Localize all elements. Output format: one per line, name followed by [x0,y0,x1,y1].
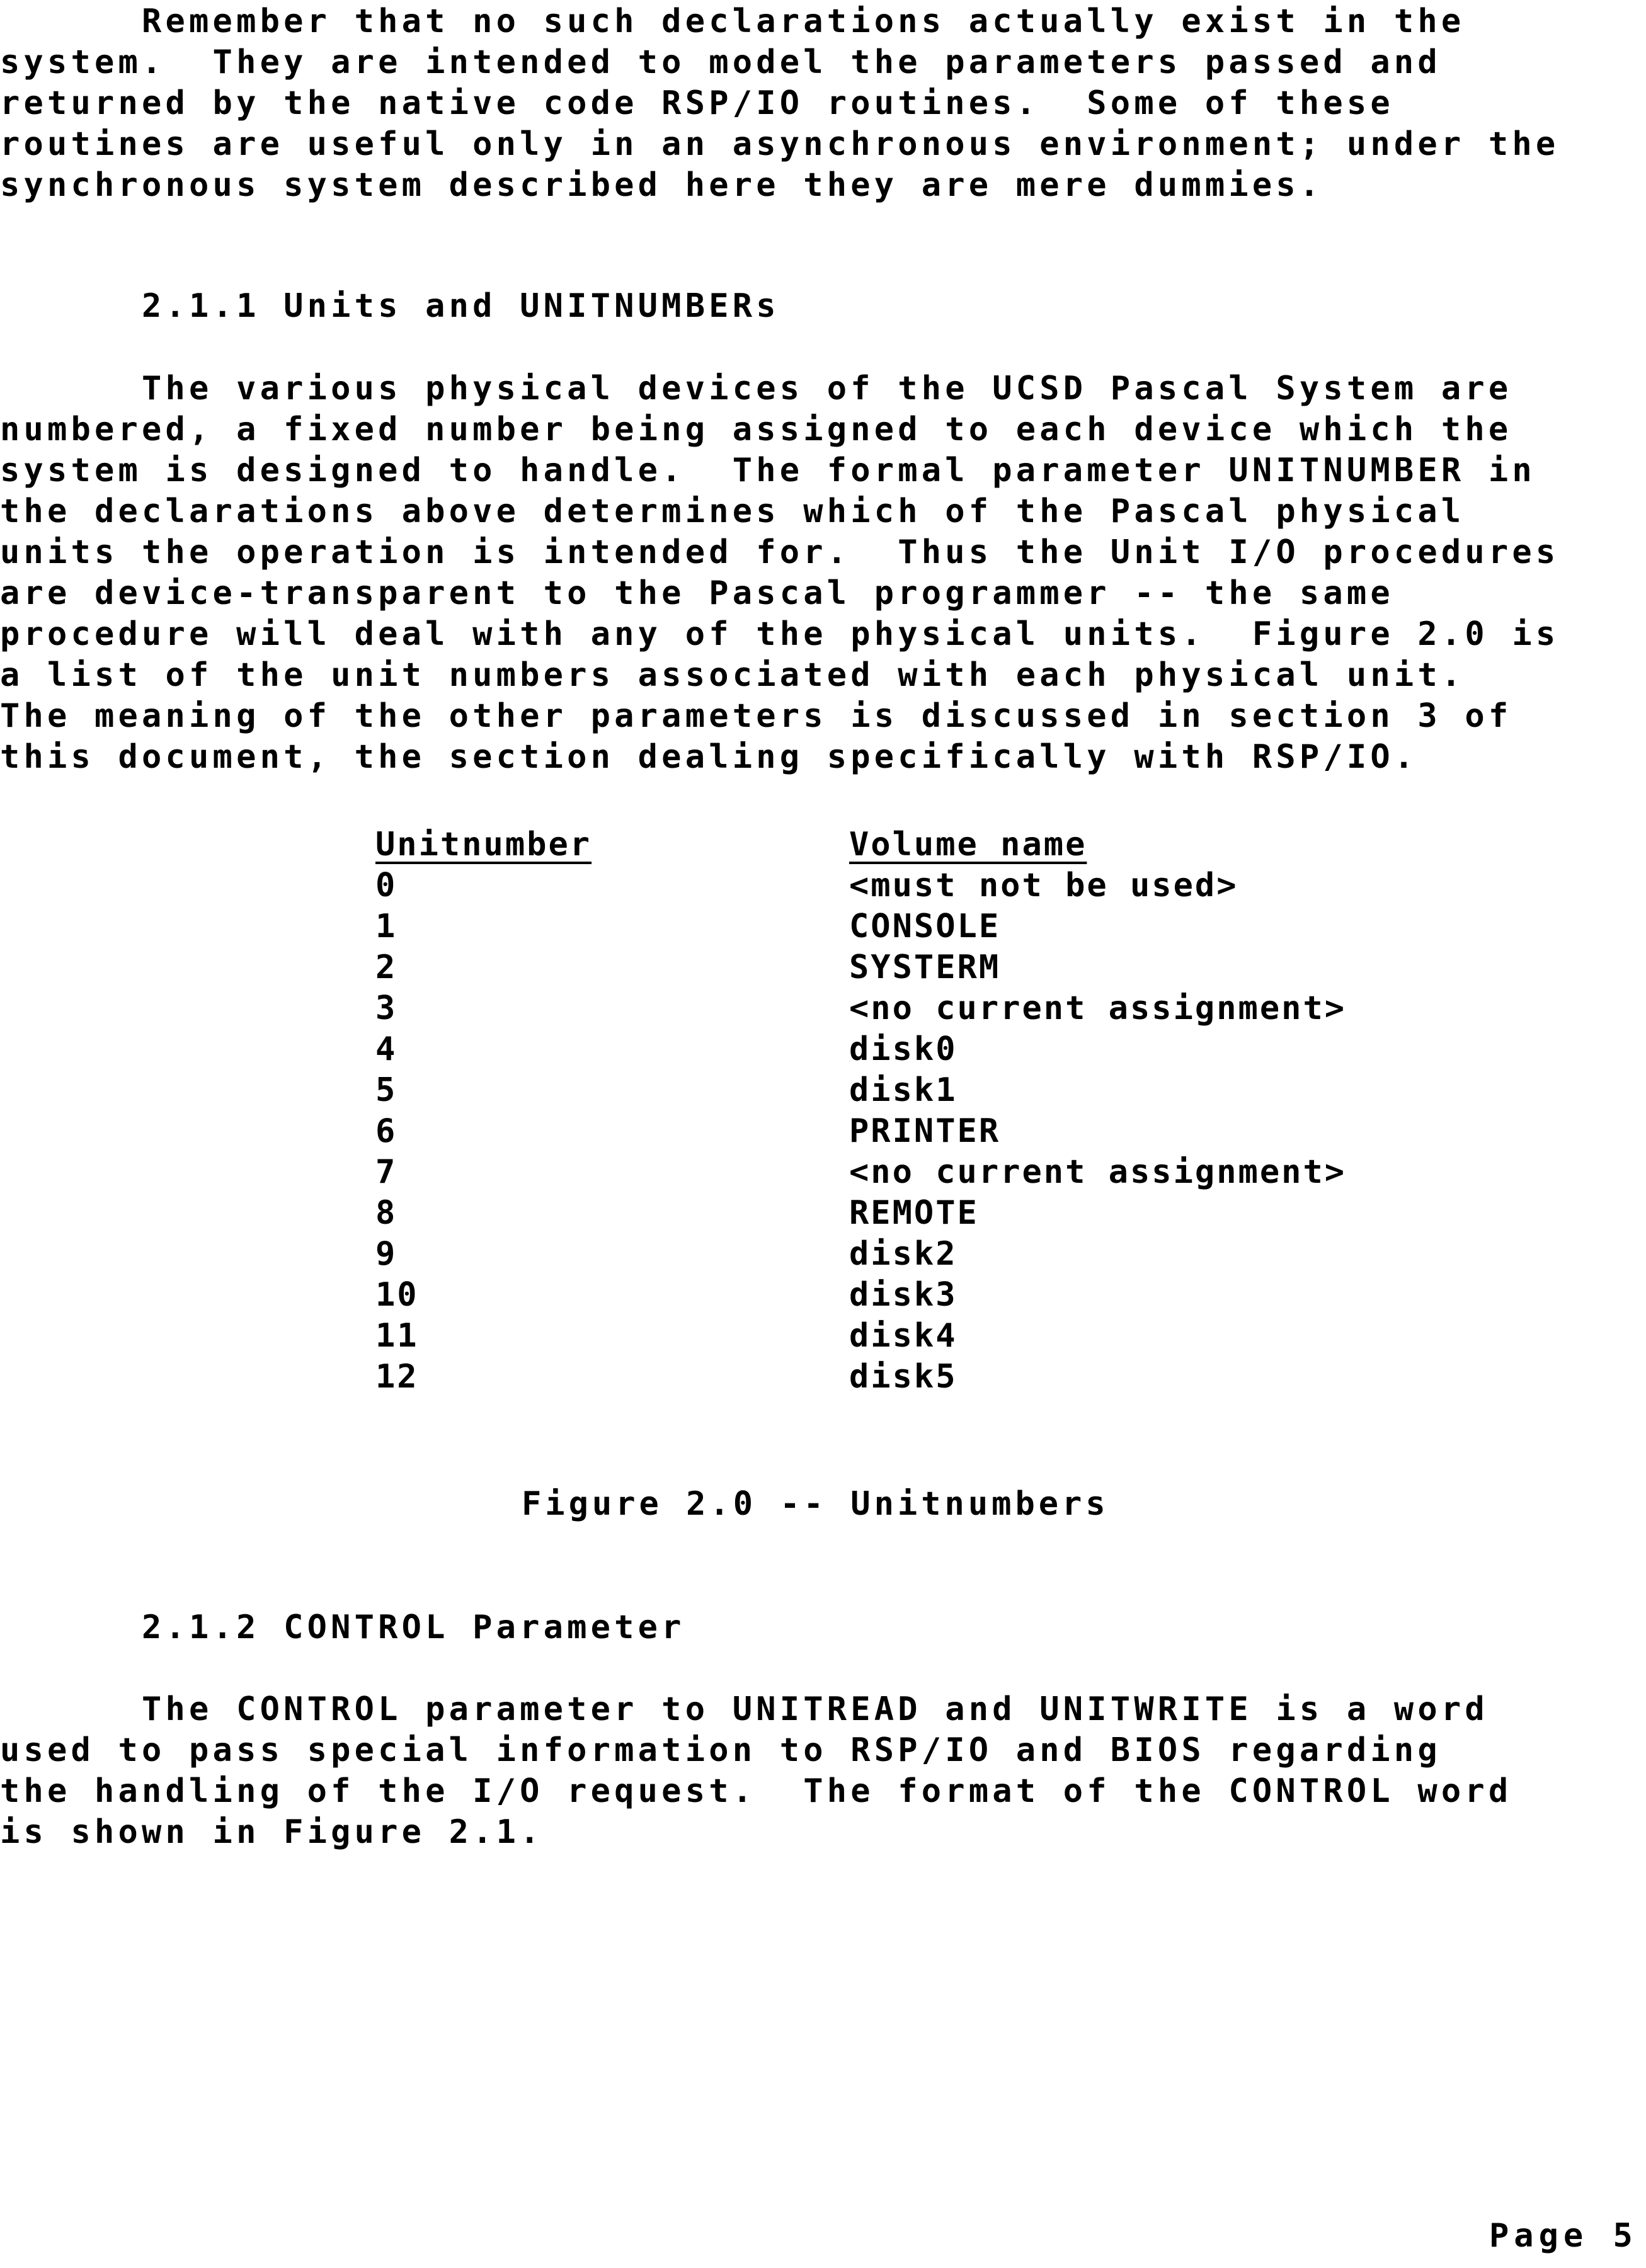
table-cell-volume-name: CONSOLE [849,908,1001,945]
table-cell-unitnumber: 10 [375,1276,419,1314]
paragraph-line: numbered, a fixed number being assigned to each device which the [0,411,1512,448]
table-cell-volume-name: SYSTERM [849,949,1001,986]
section-heading-2-1-1: 2.1.1 Units and UNITNUMBERs [0,287,780,325]
table-cell-volume-name: <must not be used> [849,867,1238,904]
table-cell-volume-name: disk1 [849,1071,957,1109]
paragraph-line: units the operation is intended for. Thus the Unit I/O procedures [0,533,1560,571]
paragraph-line: The CONTROL parameter to UNITREAD and UNITWRITE is a word [0,1690,1489,1728]
table-cell-unitnumber: 2 [375,949,397,986]
table-cell-unitnumber: 4 [375,1030,397,1068]
table-cell-unitnumber: 7 [375,1153,397,1191]
section-heading-2-1-2: 2.1.2 CONTROL Parameter [0,1609,685,1646]
table-cell-volume-name: PRINTER [849,1112,1001,1150]
paragraph-line: is shown in Figure 2.1. [0,1813,544,1851]
paragraph-line: system is designed to handle. The formal parameter UNITNUMBER in [0,452,1536,489]
table-cell-unitnumber: 0 [375,867,397,904]
table-cell-volume-name: disk4 [849,1317,957,1355]
table-cell-unitnumber: 1 [375,908,397,945]
table-cell-unitnumber: 11 [375,1317,419,1355]
paragraph-line: procedure will deal with any of the physical units. Figure 2.0 is [0,615,1560,653]
table-cell-volume-name: disk0 [849,1030,957,1068]
table-cell-volume-name: REMOTE [849,1194,979,1232]
paragraph-line: returned by the native code RSP/IO routines. Some of these [0,84,1394,122]
table-cell-unitnumber: 8 [375,1194,397,1232]
paragraph-line: system. They are intended to model the parameters passed and [0,43,1441,81]
table-cell-unitnumber: 12 [375,1358,419,1396]
paragraph-line: Remember that no such declarations actually exist in the [0,3,1465,40]
paragraph-line: this document, the section dealing specifically with RSP/IO. [0,738,1418,776]
table-cell-volume-name: <no current assignment> [849,989,1347,1027]
table-cell-volume-name: <no current assignment> [849,1153,1347,1191]
table-cell-volume-name: disk3 [849,1276,957,1314]
table-cell-unitnumber: 5 [375,1071,397,1109]
table-cell-unitnumber: 6 [375,1112,397,1150]
table-header-volume-name: Volume name [849,826,1087,863]
table-cell-volume-name: disk2 [849,1235,957,1273]
paragraph-line: routines are useful only in an asynchronous environment; under the [0,125,1560,163]
table-cell-unitnumber: 3 [375,989,397,1027]
table-header-unitnumber: Unitnumber [375,826,592,863]
paragraph-line: used to pass special information to RSP/IO and BIOS regarding [0,1731,1441,1769]
paragraph-line: synchronous system described here they are mere dummies. [0,166,1323,204]
table-cell-volume-name: disk5 [849,1358,957,1396]
paragraph-line: the declarations above determines which of the Pascal physical [0,493,1465,530]
paragraph-line: The meaning of the other parameters is discussed in section 3 of [0,697,1512,735]
paragraph-line: a list of the unit numbers associated with each physical unit. [0,656,1465,694]
paragraph-line: are device-transparent to the Pascal programmer -- the same [0,574,1394,612]
page-number: Page 5 [1489,2217,1638,2255]
paragraph-line: the handling of the I/O request. The format of the CONTROL word [0,1772,1512,1810]
figure-caption: Figure 2.0 -- Unitnumbers [522,1485,1109,1523]
table-cell-unitnumber: 9 [375,1235,397,1273]
paragraph-line: The various physical devices of the UCSD Pascal System are [0,370,1512,407]
